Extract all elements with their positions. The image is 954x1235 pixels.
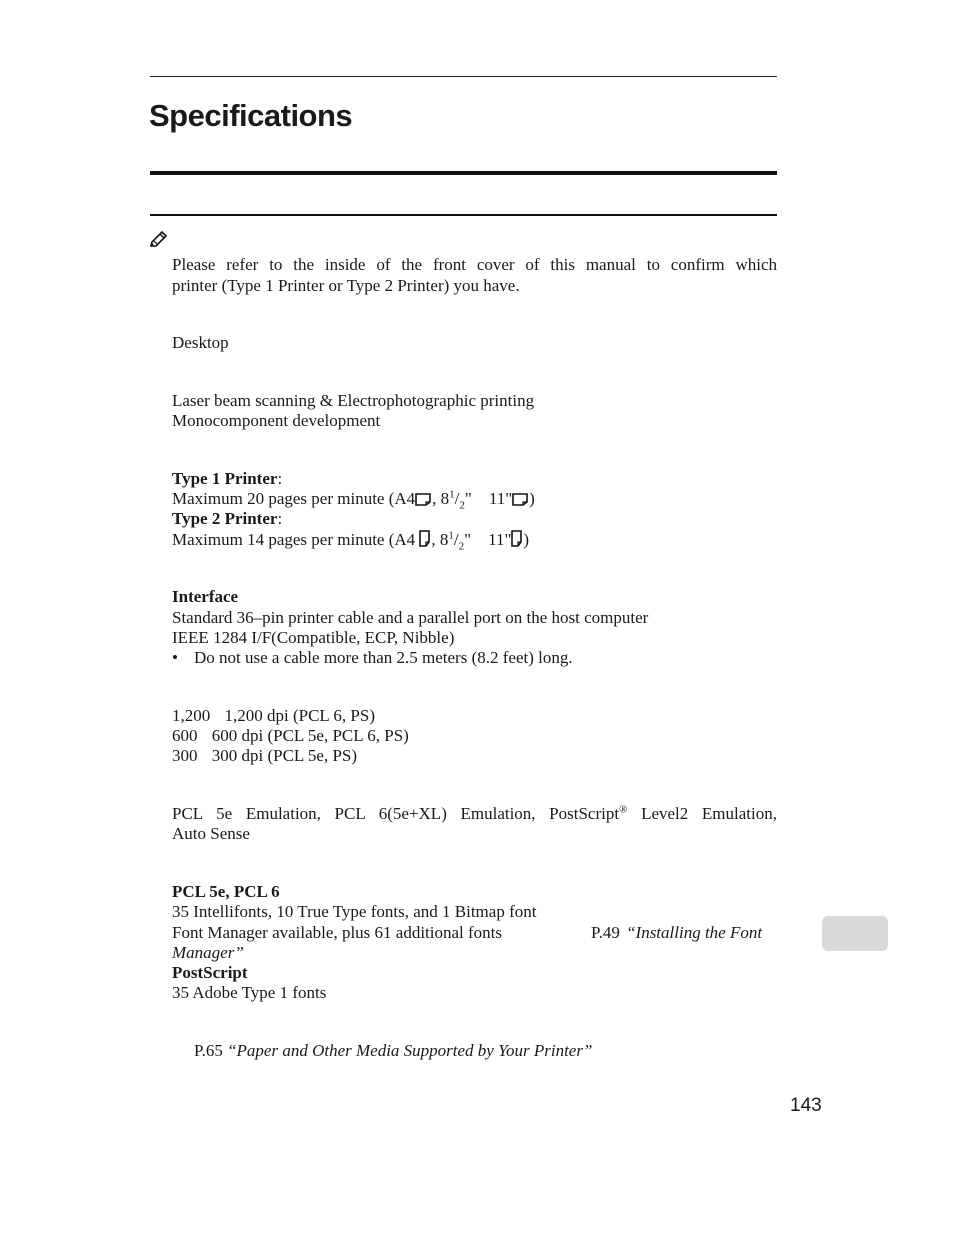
interface-bullet: • [172,648,178,667]
paper-landscape-icon [415,492,432,506]
type2-sub: 2 [458,540,465,553]
resolution-row [172,706,375,726]
type1-label: Type 1 Printer [172,469,278,488]
type1-slash: / [454,489,460,508]
type1-speed-mid: , 8 [432,489,450,508]
print-process-line-1: Laser beam scanning & Electrophotographic printing [172,391,535,410]
type1-close: ) [529,489,535,508]
resolution-col-a: 300 [172,746,198,765]
type2-speed-text: Maximum 14 pages per minute (A4 [172,530,420,549]
emulation-line-2: Auto Sense [172,824,250,843]
paper-portrait-icon [419,530,431,547]
fonts-pcl-line-1: 35 Intellifonts, 10 True Type fonts, and 1 Bitmap font [172,902,537,921]
section-rule-thick [150,171,777,175]
type1-speed-text: Maximum 20 pages per minute (A4 [172,489,416,508]
type1-colon: : [277,469,283,488]
resolution-col-a: 1,200 [172,706,211,725]
type1-speed-after: " 11" [464,489,513,508]
font-manager-ref-link[interactable] [591,923,762,943]
type2-colon: : [277,509,283,528]
resolution-col-b: 300 dpi (PCL 5e, PS) [211,746,358,765]
type1-speed [172,488,535,512]
interface-label: Interface [172,587,239,606]
interface-line-1: Standard 36–pin printer cable and a parallel port on the host computer [172,608,649,627]
type1-label-row [172,469,282,489]
registered-mark: ® [619,803,628,816]
page-title: Specifications [149,98,353,133]
type2-speed-mid: , 8 [431,530,449,549]
font-manager-ref-title: “Installing the Font [626,923,763,942]
resolution-col-a: 600 [172,726,198,745]
type2-label-row [172,509,282,529]
type2-sup: 1 [448,529,454,542]
note-line-2: printer (Type 1 Printer or Type 2 Printer) you have. [172,276,520,295]
type1-sup: 1 [449,488,455,501]
resolution-col-b: 600 dpi (PCL 5e, PCL 6, PS) [211,726,409,745]
print-process-line-2: Monocomponent development [172,411,381,430]
paper-ref-link[interactable] [194,1041,592,1061]
resolution-row [172,726,409,746]
emulation-line-1 [172,804,777,824]
resolution-row [172,746,357,766]
interface-bullet-text: Do not use a cable more than 2.5 meters (8.2 feet) long. [194,648,573,667]
page-number: 143 [790,1095,822,1116]
font-manager-ref-title-cont[interactable]: Manager” [172,943,244,962]
type2-speed-after: " 11" [464,530,512,549]
fonts-pcl-line-2: Font Manager available, plus 61 additional fonts [172,923,503,942]
emulation-text: PCL 5e Emulation, PCL 6(5e+XL) Emulation, PostScript [172,804,620,823]
fonts-ps-label: PostScript [172,963,248,982]
configuration-value: Desktop [172,333,229,352]
type2-speed [172,529,530,553]
section-rule [150,214,777,216]
paper-ref-page: P.65 [194,1041,223,1060]
type2-close: ) [523,530,530,549]
paper-landscape-icon [512,492,529,506]
emulation-text-after: Level2 Emulation, [627,804,777,823]
chapter-tab [822,916,888,951]
interface-line-2: IEEE 1284 I/F(Compatible, ECP, Nibble) [172,628,455,647]
fonts-ps-line-1: 35 Adobe Type 1 fonts [172,983,327,1002]
fonts-pcl-label: PCL 5e, PCL 6 [172,882,280,901]
font-manager-ref-page: P.49 [591,923,620,942]
paper-ref-title: “Paper and Other Media Supported by Your Printer” [227,1041,593,1060]
type2-slash: / [453,530,459,549]
pencil-note-icon [149,230,169,248]
type1-sub: 2 [459,499,465,512]
resolution-col-b: 1,200 dpi (PCL 6, PS) [224,706,376,725]
type2-label: Type 2 Printer [172,509,278,528]
note-line-1: Please refer to the inside of the front cover of this manual to confirm which [172,255,777,274]
header-top-rule [150,76,777,77]
paper-portrait-icon [511,530,523,547]
